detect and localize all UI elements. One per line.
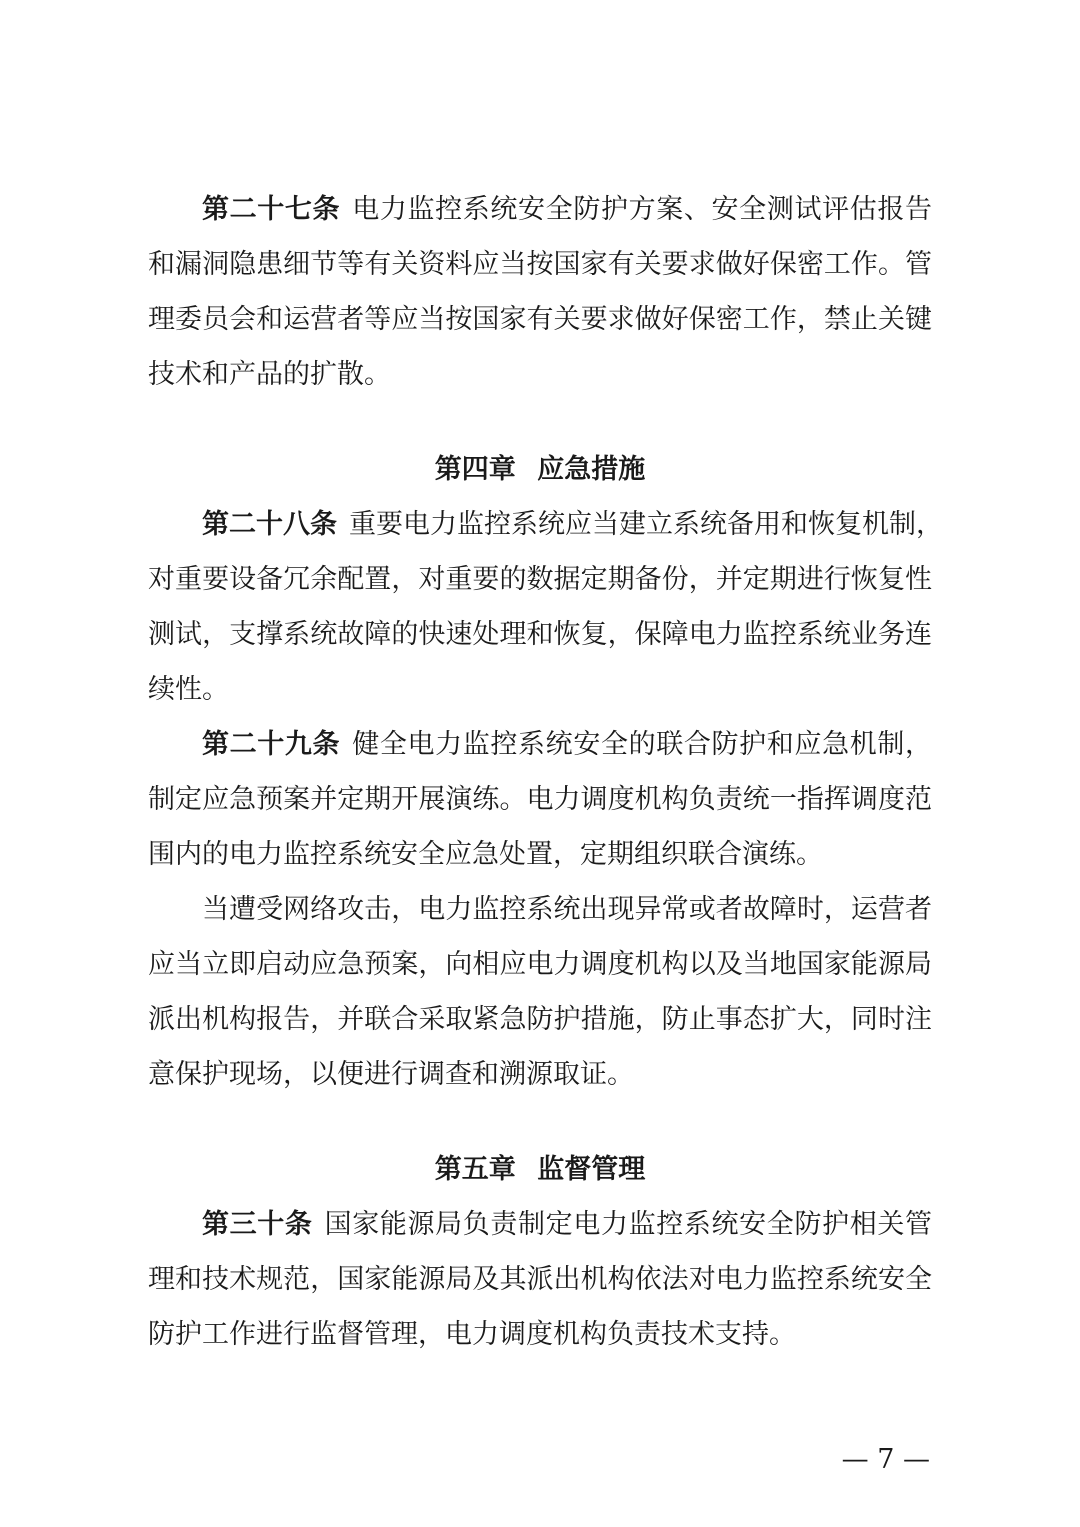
- chapter-heading: 第五章 监督管理: [434, 1154, 646, 1185]
- text-line: 应当立即启动应急预案，向相应电力调度机构以及当地国家能源局: [148, 949, 932, 980]
- text-line: 防护工作进行监督管理，电力调度机构负责技术支持。: [148, 1319, 796, 1350]
- article-text: 电力监控系统安全防护方案、安全测试评估报告: [352, 194, 933, 225]
- text-line: 和漏洞隐患细节等有关资料应当按国家有关要求做好保密工作。管: [148, 249, 932, 280]
- text-line: 测试，支撑系统故障的快速处理和恢复，保障电力监控系统业务连: [148, 619, 932, 650]
- text-line: 当遭受网络攻击，电力监控系统出现异常或者故障时，运营者: [202, 894, 932, 925]
- text-line: 派出机构报告，并联合采取紧急防护措施，防止事态扩大，同时注: [148, 1004, 932, 1035]
- page-number: — 7 —: [841, 1444, 930, 1475]
- text-line: 制定应急预案并定期开展演练。电力调度机构负责统一指挥调度范: [148, 784, 932, 815]
- article-29: [148, 717, 932, 1102]
- article-label: 第二十九条: [202, 729, 341, 760]
- text-line: 理和技术规范，国家能源局及其派出机构依法对电力监控系统安全: [148, 1264, 932, 1295]
- article-label: 第二十七条: [202, 194, 341, 225]
- chapter-heading: 第四章 应急措施: [434, 454, 646, 485]
- document-page: [148, 182, 943, 1362]
- text-line: 对重要设备冗余配置，对重要的数据定期备份，并定期进行恢复性: [148, 564, 932, 595]
- article-text: 重要电力监控系统应当建立系统备用和恢复机制，: [349, 509, 943, 540]
- article-27: [148, 182, 932, 402]
- article-text: 国家能源局负责制定电力监控系统安全防护相关管: [324, 1209, 933, 1240]
- article-30: [148, 1197, 932, 1362]
- article-text: 健全电力监控系统安全的联合防护和应急机制，: [352, 729, 933, 760]
- text-line: 续性。: [148, 674, 229, 705]
- text-line: 意保护现场，以便进行调查和溯源取证。: [148, 1059, 634, 1090]
- text-line: 理委员会和运营者等应当按国家有关要求做好保密工作，禁止关键: [148, 304, 932, 335]
- text-line: 技术和产品的扩散。: [148, 359, 391, 390]
- article-28: [148, 497, 943, 717]
- article-label: 第二十八条: [202, 509, 337, 540]
- text-line: 围内的电力监控系统安全应急处置，定期组织联合演练。: [148, 839, 823, 870]
- article-label: 第三十条: [202, 1209, 313, 1240]
